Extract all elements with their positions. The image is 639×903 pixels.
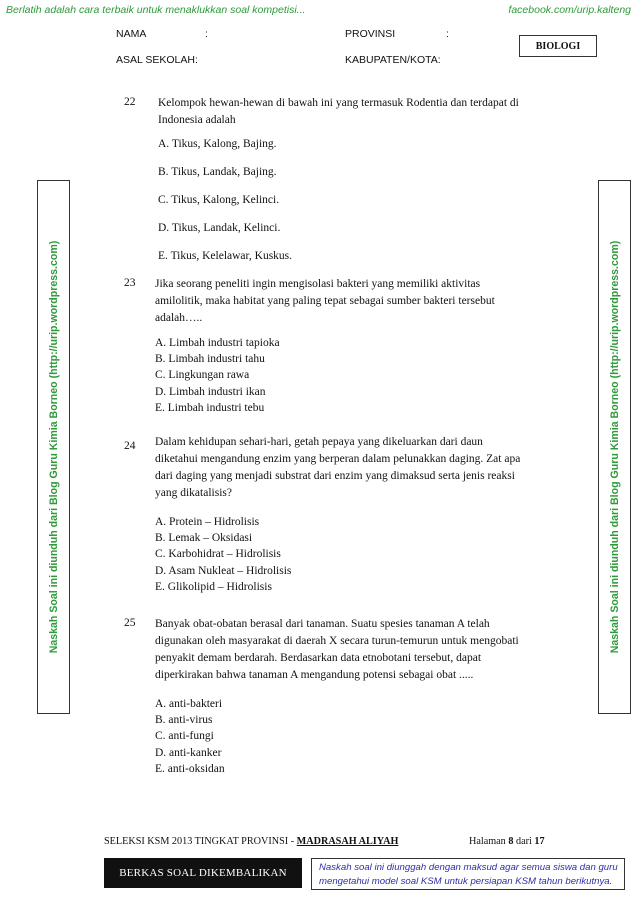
page-indicator: [469, 836, 545, 847]
question-text: [155, 616, 519, 684]
subject-badge: BIOLOGI: [519, 35, 597, 57]
answer-option: C. Tikus, Kalong, Kelinci.: [158, 194, 280, 206]
page-number: 8: [508, 836, 514, 847]
question-line: Dalam kehidupan sehari-hari, getah pepaya yang dikeluarkan dari daun: [155, 436, 483, 448]
answer-option: A. anti-bakteri: [155, 698, 223, 710]
question-line: diperkirakan bahwa tanaman A mengandung potensi sebagai obat .....: [155, 669, 474, 681]
question-text: [155, 434, 520, 502]
question-line: amilolitik, maka habitat yang paling tepat sebagai sumber bakteri tersebut: [155, 295, 495, 307]
answer-option: C. Lingkungan rawa: [155, 369, 250, 382]
provinsi-colon: :: [446, 28, 449, 40]
question-line: digunakan oleh masyarakat di daerah X secara turun-temurun untuk mengobati: [155, 635, 519, 647]
facebook-link[interactable]: facebook.com/urip.kalteng: [508, 4, 631, 16]
answer-option: D. Limbah industri ikan: [155, 385, 266, 398]
answer-option: A. Protein – Hidrolisis: [155, 516, 260, 528]
question-line: Kelompok hewan-hewan di bawah ini yang termasuk Rodentia dan terdapat di: [158, 97, 519, 109]
side-banner-left: [37, 180, 70, 714]
question-number: 22: [124, 96, 136, 108]
answer-option: D. Asam Nukleat – Hidrolisis: [155, 564, 292, 577]
question-text: [158, 95, 519, 129]
nama-label: NAMA: [116, 28, 147, 40]
option-list: [155, 514, 291, 595]
question-line: diketahui mengandung enzim yang berperan dalam pelunakkan daging. Zat apa: [155, 453, 521, 465]
provinsi-label: PROVINSI: [345, 28, 396, 40]
option-list: [155, 335, 280, 416]
answer-option: E. Tikus, Kelelawar, Kuskus.: [158, 250, 293, 262]
footer-madrasah: MADRASAH ALIYAH: [296, 836, 399, 847]
answer-option: E. anti-oksidan: [155, 762, 225, 775]
footer-seleksi: SELEKSI KSM 2013 TINGKAT PROVINSI -: [104, 836, 297, 847]
answer-option: C. Karbohidrat – Hidrolisis: [155, 548, 281, 561]
page-label: Halaman: [469, 836, 509, 847]
footer-exam-title: [104, 836, 398, 847]
answer-option: E. Glikolipid – Hidrolisis: [155, 580, 272, 593]
answer-option: B. Tikus, Landak, Bajing.: [158, 166, 277, 178]
question-number: 25: [124, 617, 136, 629]
side-banner-right-text: Naskah Soal ini diunduh dari Blog Guru Kimia Borneo (http://urip.wordpress.com): [608, 240, 621, 654]
question-line: yang dikatalisis?: [155, 487, 232, 499]
nama-colon: :: [205, 28, 208, 40]
question-number: 23: [124, 277, 136, 289]
upload-note-line: mengetahui model soal KSM untuk persiapan KSM tahun berikutnya.: [319, 876, 613, 887]
upload-note: [311, 858, 625, 890]
return-notice: BERKAS SOAL DIKEMBALIKAN: [104, 858, 302, 888]
option-list: [158, 130, 292, 270]
page-of: dari: [513, 836, 535, 847]
motto-text: Berlatih adalah cara terbaik untuk menaklukkan soal kompetisi...: [6, 4, 306, 16]
answer-option: C. anti-fungi: [155, 730, 214, 743]
asal-sekolah-label: ASAL SEKOLAH:: [116, 54, 198, 66]
answer-option: A. Limbah industri tapioka: [155, 337, 280, 349]
question-line: adalah…..: [155, 312, 203, 324]
option-list: [155, 696, 225, 777]
side-banner-left-text: Naskah Soal ini diunduh dari Blog Guru Kimia Borneo (http://urip.wordpress.com): [47, 240, 60, 654]
question-line: Indonesia adalah: [158, 114, 236, 126]
side-banner-right: [598, 180, 631, 714]
answer-option: B. anti-virus: [155, 714, 213, 727]
answer-option: B. Lemak – Oksidasi: [155, 532, 253, 545]
answer-option: A. Tikus, Kalong, Bajing.: [158, 138, 277, 150]
question-line: Jika seorang peneliti ingin mengisolasi bakteri yang memiliki aktivitas: [155, 278, 481, 290]
answer-option: D. anti-kanker: [155, 746, 222, 759]
question-number: 24: [124, 440, 136, 452]
question-line: Banyak obat-obatan berasal dari tanaman. Suatu spesies tanaman A telah: [155, 618, 490, 630]
answer-option: D. Tikus, Landak, Kelinci.: [158, 222, 281, 234]
question-text: [155, 276, 495, 327]
upload-note-line: Naskah soal ini diunggah dengan maksud agar semua siswa dan guru: [319, 862, 618, 873]
question-line: penyakit demam berdarah. Berdasarkan data etnobotani tersebut, dapat: [155, 652, 482, 664]
page-total: 17: [534, 836, 545, 847]
answer-option: E. Limbah industri tebu: [155, 401, 265, 414]
answer-option: B. Limbah industri tahu: [155, 353, 265, 366]
question-line: dari daging yang menjadi substrat dari enzim yang dimaksud serta jenis reaksi: [155, 470, 515, 482]
kabupaten-label: KABUPATEN/KOTA:: [345, 54, 441, 66]
